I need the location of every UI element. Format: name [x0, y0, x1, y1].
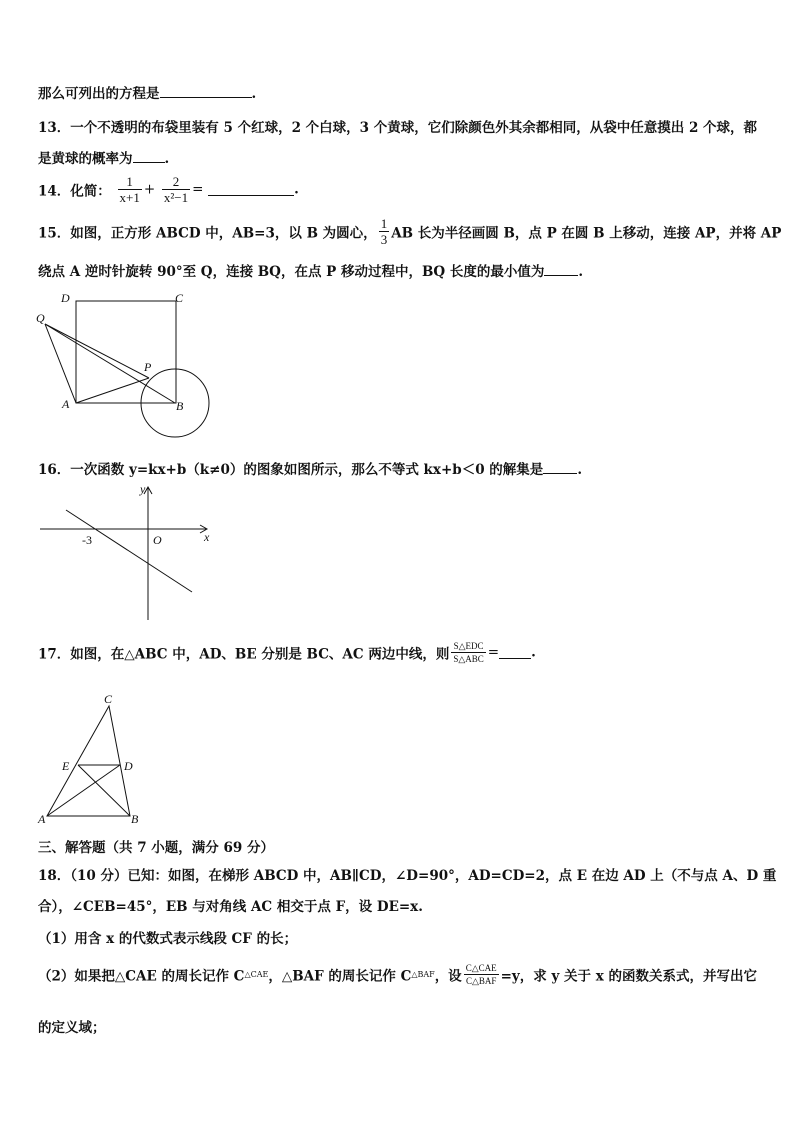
section-title: 三、解答题（共 7 小题，满分 69 分）	[38, 840, 274, 856]
median-ad	[47, 765, 120, 816]
label-c: C	[104, 692, 113, 706]
q17-line	[38, 640, 536, 665]
label-y: y	[140, 482, 146, 496]
q18-part2-text-b: ，△BAF 的周长记作 C	[268, 968, 412, 985]
plus-sign: +	[143, 181, 156, 198]
label-b: B	[131, 812, 139, 826]
denominator: S△ABC	[453, 654, 484, 664]
q15-text-b: AB 长为半径画圆 B，点 P 在圆 B 上移动，连接 AP，并将 AP	[391, 225, 782, 242]
answer-blank[interactable]	[499, 646, 531, 659]
subscript: △CAE	[244, 970, 269, 979]
denominator: x+1	[119, 190, 140, 205]
answer-blank[interactable]	[543, 461, 577, 474]
q18-part1-text: （1）用含 x 的代数式表示线段 CF 的长；	[38, 931, 298, 947]
q14-prefix: 14．化简：	[38, 183, 111, 200]
q13-line2	[38, 147, 169, 167]
label-a: A	[62, 397, 70, 411]
q12-tail	[38, 82, 256, 102]
label-e: E	[62, 759, 70, 773]
answer-blank[interactable]	[544, 263, 578, 276]
period: .	[251, 86, 257, 102]
period: .	[294, 181, 299, 198]
denominator: x²−1	[163, 190, 189, 205]
fraction	[379, 216, 390, 247]
q15-text-2: 绕点 A 逆时针旋转 90°至 Q，连接 BQ，在点 P 移动过程中，BQ 长度的最小值为	[38, 264, 545, 280]
period: .	[578, 264, 584, 280]
label-origin: O	[153, 533, 162, 547]
function-line	[66, 510, 192, 592]
q15-text-a: 15．如图，正方形 ABCD 中，AB=3，以 B 为圆心，	[38, 225, 377, 242]
label-x: x	[204, 530, 210, 544]
period: .	[531, 644, 536, 661]
q18-part2-text-d: =y，求 y 关于 x 的函数关系式，并写出它	[500, 968, 757, 985]
denominator: C△BAF	[464, 974, 499, 987]
answer-blank[interactable]	[133, 150, 165, 163]
q16-line	[38, 458, 582, 478]
label-p: P	[144, 360, 152, 374]
q17-text: 17．如图，在△ABC 中，AD、BE 分别是 BC、AC 两边中线，则	[38, 646, 450, 663]
q18-part2-text-c: ，设	[434, 968, 462, 985]
label-c: C	[175, 291, 184, 305]
answer-blank[interactable]	[160, 85, 252, 98]
period: .	[577, 462, 583, 478]
q15-figure	[30, 286, 220, 441]
segment-ap	[76, 378, 149, 403]
q14-line	[38, 174, 299, 205]
perimeter-ratio-fraction	[464, 962, 499, 987]
label-b: B	[176, 399, 184, 413]
q18-line1	[38, 864, 776, 884]
q18-text-1: 18．（10 分）已知：如图，在梯形 ABCD 中，AB∥CD，∠D=90°，AD=CD=2，点 E 在边 AD 上（不与点 A、D 重	[38, 868, 777, 884]
denominator: 3	[380, 232, 388, 247]
section3-title	[38, 836, 274, 856]
q18-part2	[38, 962, 757, 987]
q15-line1	[38, 216, 781, 247]
q18-part1	[38, 927, 297, 947]
label-d: D	[61, 291, 70, 305]
q18-part2-text-a: （2）如果把△CAE 的周长记作 C	[38, 968, 245, 985]
q13-line1	[38, 116, 757, 136]
answer-blank[interactable]	[208, 183, 294, 196]
label-q: Q	[36, 311, 45, 325]
q18-part2-line2	[38, 1016, 106, 1036]
q16-figure	[30, 480, 230, 625]
label-neg3: -3	[82, 533, 92, 547]
q15-line2	[38, 260, 583, 280]
q16-text: 16．一次函数 y=kx+b（k≠0）的图象如图所示，那么不等式 kx+b＜0 的解集是	[38, 462, 544, 478]
q18-text-2: 合），∠CEB=45°，EB 与对角线 AC 相交于点 F，设 DE=x.	[38, 899, 423, 915]
area-ratio-fraction	[451, 640, 485, 665]
q17-figure	[32, 692, 162, 827]
segment-qp	[45, 324, 149, 378]
equals-sign: =	[192, 181, 204, 198]
q12-text: 那么可列出的方程是	[38, 86, 160, 102]
numerator: 1	[126, 174, 133, 189]
q18-line2	[38, 895, 423, 915]
q13-text-2: 是黄球的概率为	[38, 151, 133, 167]
label-a: A	[38, 812, 46, 826]
fraction	[162, 174, 190, 205]
period: .	[164, 151, 170, 167]
triangle-abc	[47, 706, 130, 816]
fraction	[118, 174, 142, 205]
equals-sign: =	[487, 644, 500, 661]
numerator: 1	[380, 216, 388, 231]
subscript: △BAF	[411, 970, 435, 979]
label-d: D	[124, 759, 133, 773]
numerator: C△CAE	[465, 963, 497, 973]
numerator: 2	[172, 174, 180, 189]
segment-qa	[45, 324, 76, 403]
q18-part2-text-2: 的定义域；	[38, 1020, 106, 1036]
q13-text: 13．一个不透明的布袋里装有 5 个红球，2 个白球，3 个黄球，它们除颜色外其余都相同，从袋中任意摸出 2 个球，都	[38, 120, 758, 136]
numerator: S△EDC	[453, 641, 484, 651]
